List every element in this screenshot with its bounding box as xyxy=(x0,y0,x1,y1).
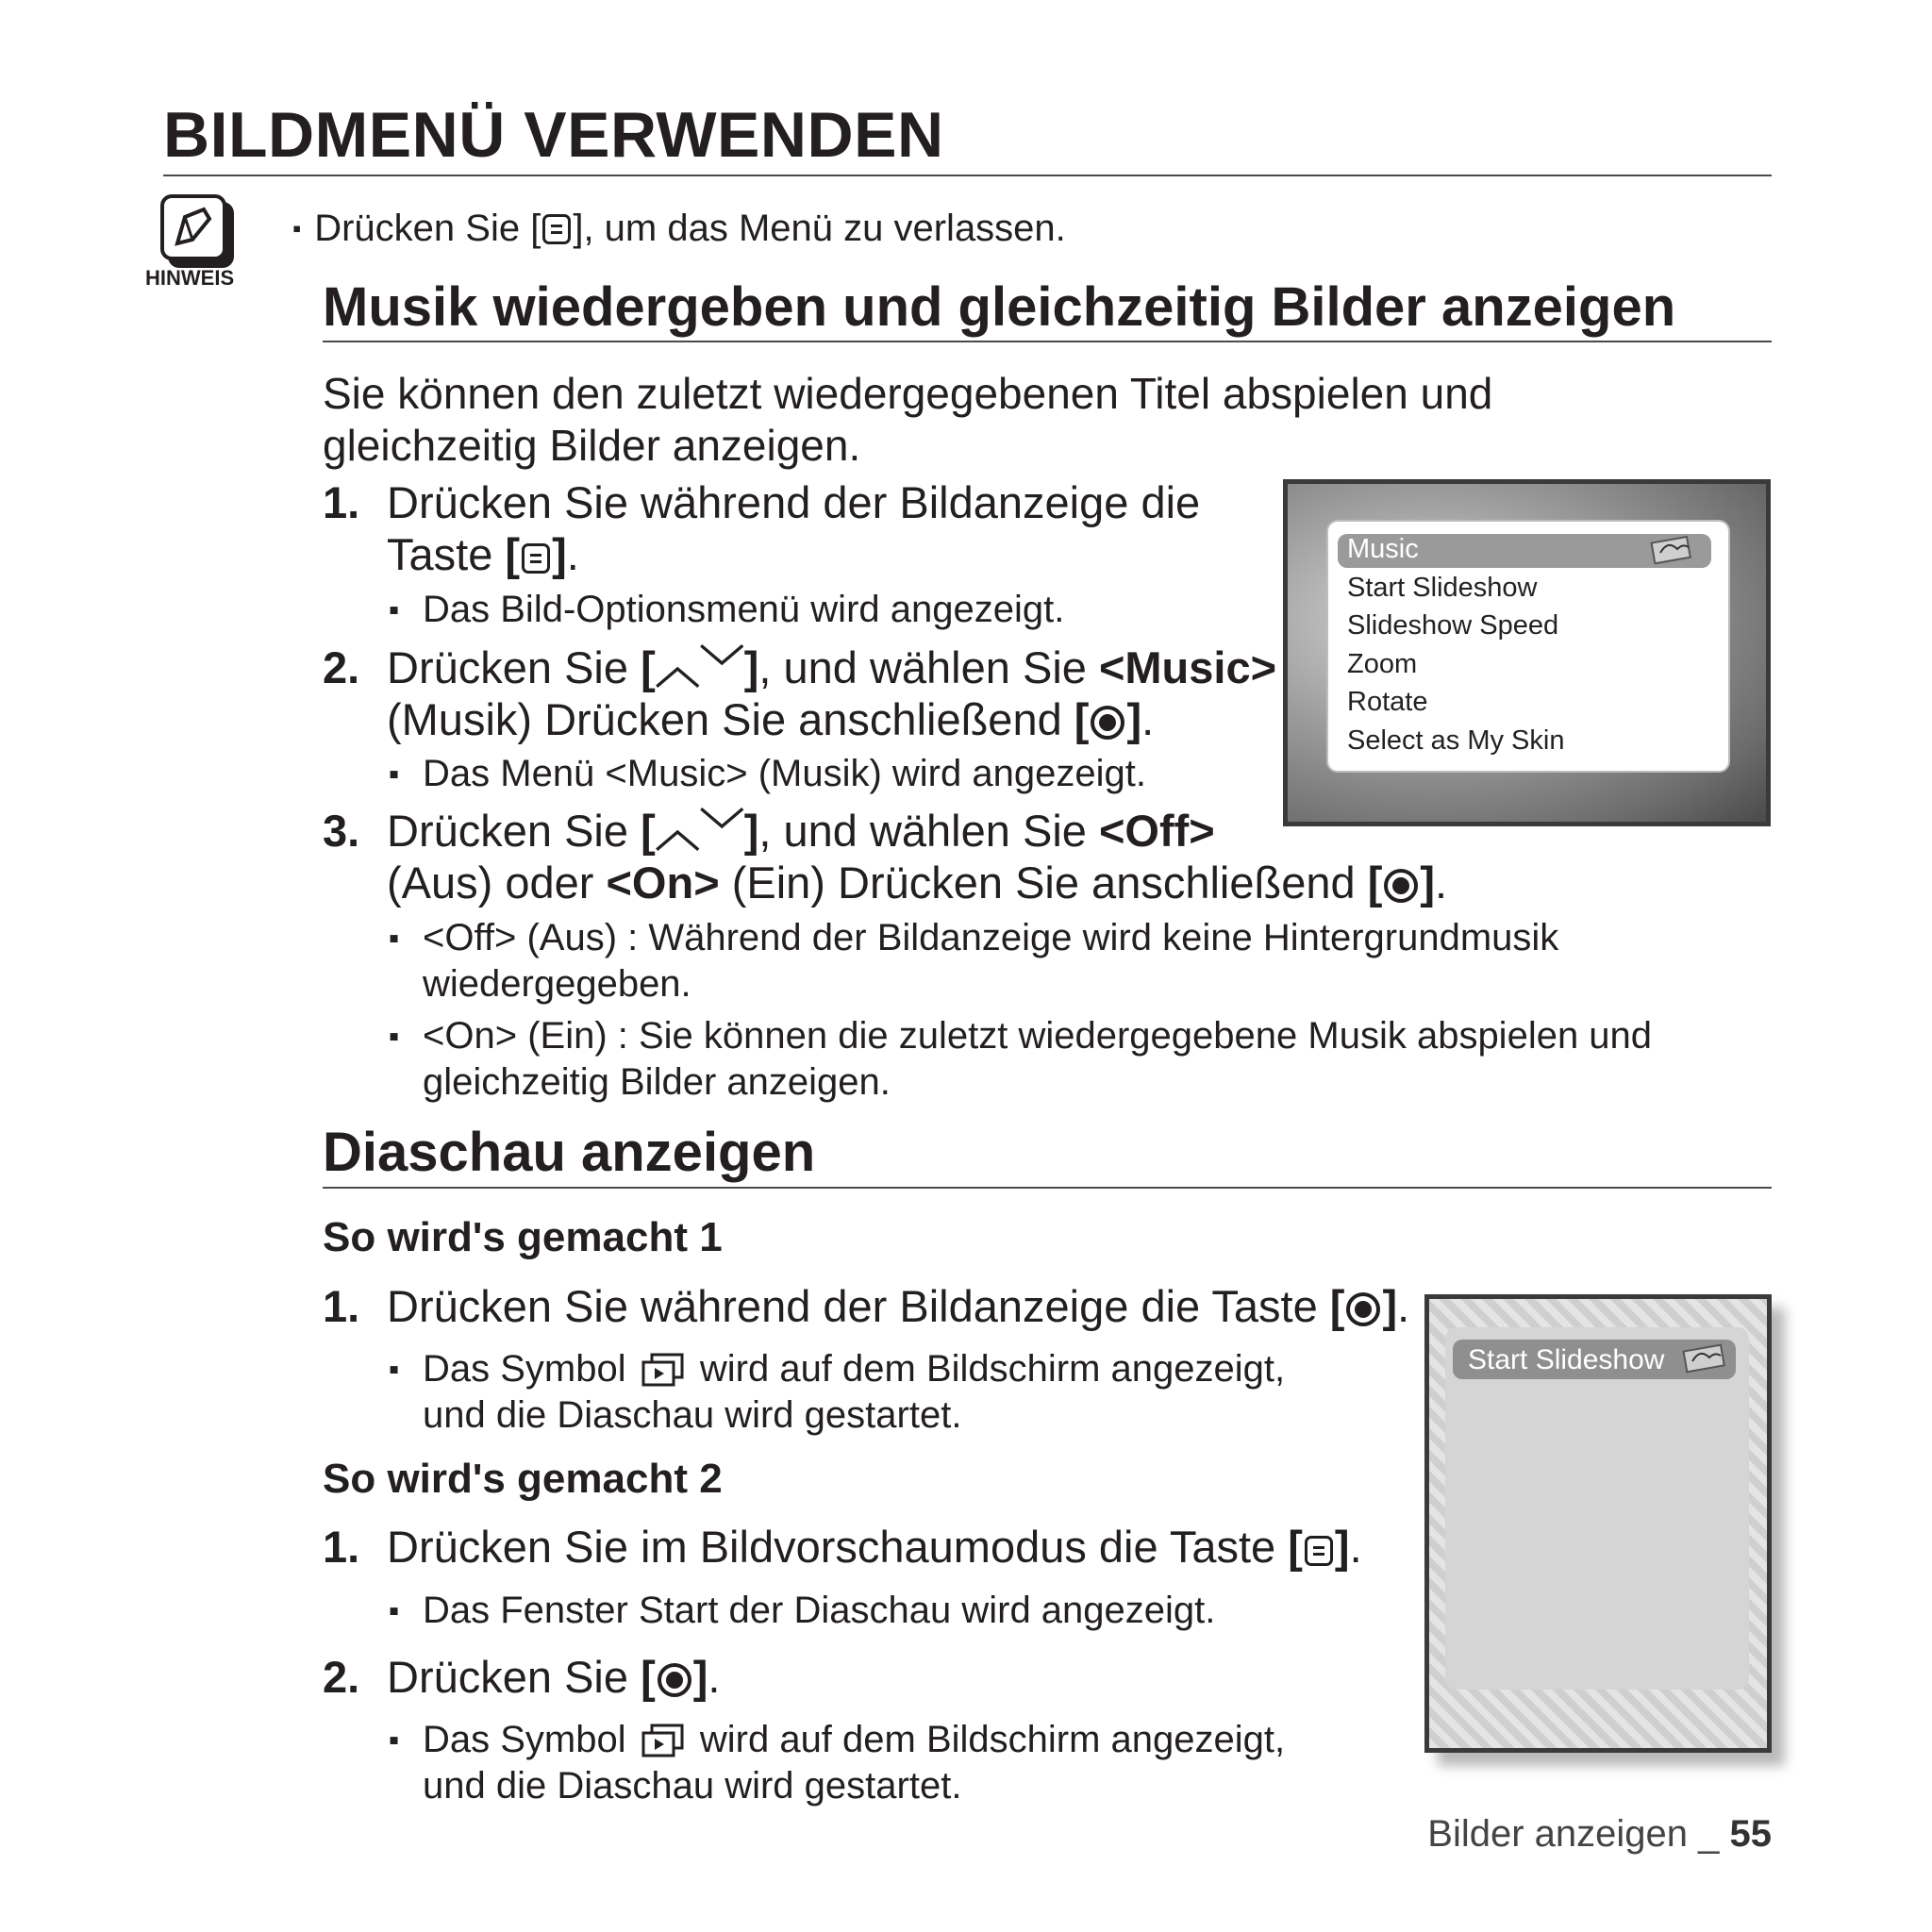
method2-step1-text: Drücken Sie im Bildvorschaumodus die Taste [ ]. xyxy=(387,1522,1362,1572)
note-text: ▪ Drücken Sie [ ], um das Menü zu verlassen. xyxy=(292,208,1066,249)
menu-item-select-skin[interactable]: Select as My Skin xyxy=(1347,725,1565,756)
method2-step2-text: Drücken Sie [ ]. xyxy=(387,1652,721,1702)
step3-bullet-on: ▪ <On> (Ein) : Sie können die zuletzt wiedergegebene Musik abspielen und gleichzeitig Bilder anzeigen. xyxy=(423,1013,1652,1106)
step3-text: Drücken Sie [︿﹀], und wählen Sie <Off> (Aus) oder <On> (Ein) Drücken Sie anschließend [ ]. xyxy=(387,806,1448,908)
start-slideshow-item[interactable]: Start Slideshow xyxy=(1468,1344,1665,1375)
page-title: BILDMENÜ VERWENDEN xyxy=(163,99,944,171)
menu-item-start-slideshow[interactable]: Start Slideshow xyxy=(1347,573,1538,603)
method1-step1-text: Drücken Sie während der Bildanzeige die Taste [ ]. xyxy=(387,1281,1410,1331)
slideshow-icon xyxy=(641,1724,686,1759)
select-button-icon xyxy=(1091,706,1124,740)
note-pencil-icon xyxy=(160,194,226,260)
step3-bullet-off: ▪ <Off> (Aus) : Während der Bildanzeige wird keine Hintergrundmusik wiedergegeben. xyxy=(423,915,1558,1008)
up-down-keys-icon: [︿﹀] xyxy=(641,642,759,692)
section-rule xyxy=(323,341,1772,342)
intro-text: Sie können den zuletzt wiedergegebenen Titel abspielen und gleichzeitig Bilder anzeigen. xyxy=(323,369,1493,470)
menu-button-icon xyxy=(522,543,550,574)
menu-item-slideshow-speed[interactable]: Slideshow Speed xyxy=(1347,610,1559,641)
method2-step1-bullet: ▪ Das Fenster Start der Diaschau wird angezeigt. xyxy=(423,1588,1215,1634)
menu-item-zoom[interactable]: Zoom xyxy=(1347,649,1418,679)
menu-button-icon xyxy=(1305,1536,1333,1566)
section-rule-2 xyxy=(323,1187,1772,1189)
menu-item-rotate[interactable]: Rotate xyxy=(1347,687,1428,717)
step1-bullet: ▪ Das Bild-Optionsmenü wird angezeigt. xyxy=(423,587,1064,633)
method1-title: So wird's gemacht 1 xyxy=(323,1214,723,1260)
step2-text: Drücken Sie [︿﹀], und wählen Sie <Music> (Musik) Drücken Sie anschließend [ ]. xyxy=(387,642,1277,744)
method1-step1-num: 1. xyxy=(323,1281,360,1331)
method1-bullet: ▪ Das Symbol wird auf dem Bildschirm angezeigt, und die Diaschau wird gestartet. xyxy=(423,1346,1285,1439)
step1: 1. xyxy=(323,477,360,527)
slideshow-window xyxy=(1445,1327,1749,1690)
select-button-icon xyxy=(1384,869,1418,903)
page-number: 55 xyxy=(1729,1813,1772,1855)
step1-text: Drücken Sie während der Bildanzeige die Taste [ ]. xyxy=(387,477,1201,579)
method2-step1-num: 1. xyxy=(323,1522,360,1572)
picture-menu-icon xyxy=(1681,1342,1728,1374)
method2-step2-bullet: ▪ Das Symbol wird auf dem Bildschirm angezeigt, und die Diaschau wird gestartet. xyxy=(423,1717,1285,1809)
method2-title: So wird's gemacht 2 xyxy=(323,1456,723,1502)
picture-menu-icon xyxy=(1649,534,1694,564)
menu-button-icon xyxy=(542,214,571,244)
page-footer: Bilder anzeigen _ 55 xyxy=(1427,1813,1772,1855)
section-heading-slideshow: Diaschau anzeigen xyxy=(323,1122,816,1183)
slideshow-icon xyxy=(641,1353,686,1389)
menu-item-music[interactable]: Music xyxy=(1347,534,1419,564)
select-button-icon xyxy=(658,1663,691,1697)
method2-step2-num: 2. xyxy=(323,1652,360,1702)
step3: 3. xyxy=(323,806,360,856)
up-down-keys-icon: [︿﹀] xyxy=(641,806,759,856)
select-button-icon xyxy=(1346,1292,1380,1326)
title-rule xyxy=(163,175,1772,176)
note-label: HINWEIS xyxy=(145,266,235,290)
step2: 2. xyxy=(323,642,360,692)
section-heading-music: Musik wiedergeben und gleichzeitig Bilder anzeigen xyxy=(323,276,1676,338)
step2-bullet: ▪ Das Menü <Music> (Musik) wird angezeigt. xyxy=(423,751,1146,797)
